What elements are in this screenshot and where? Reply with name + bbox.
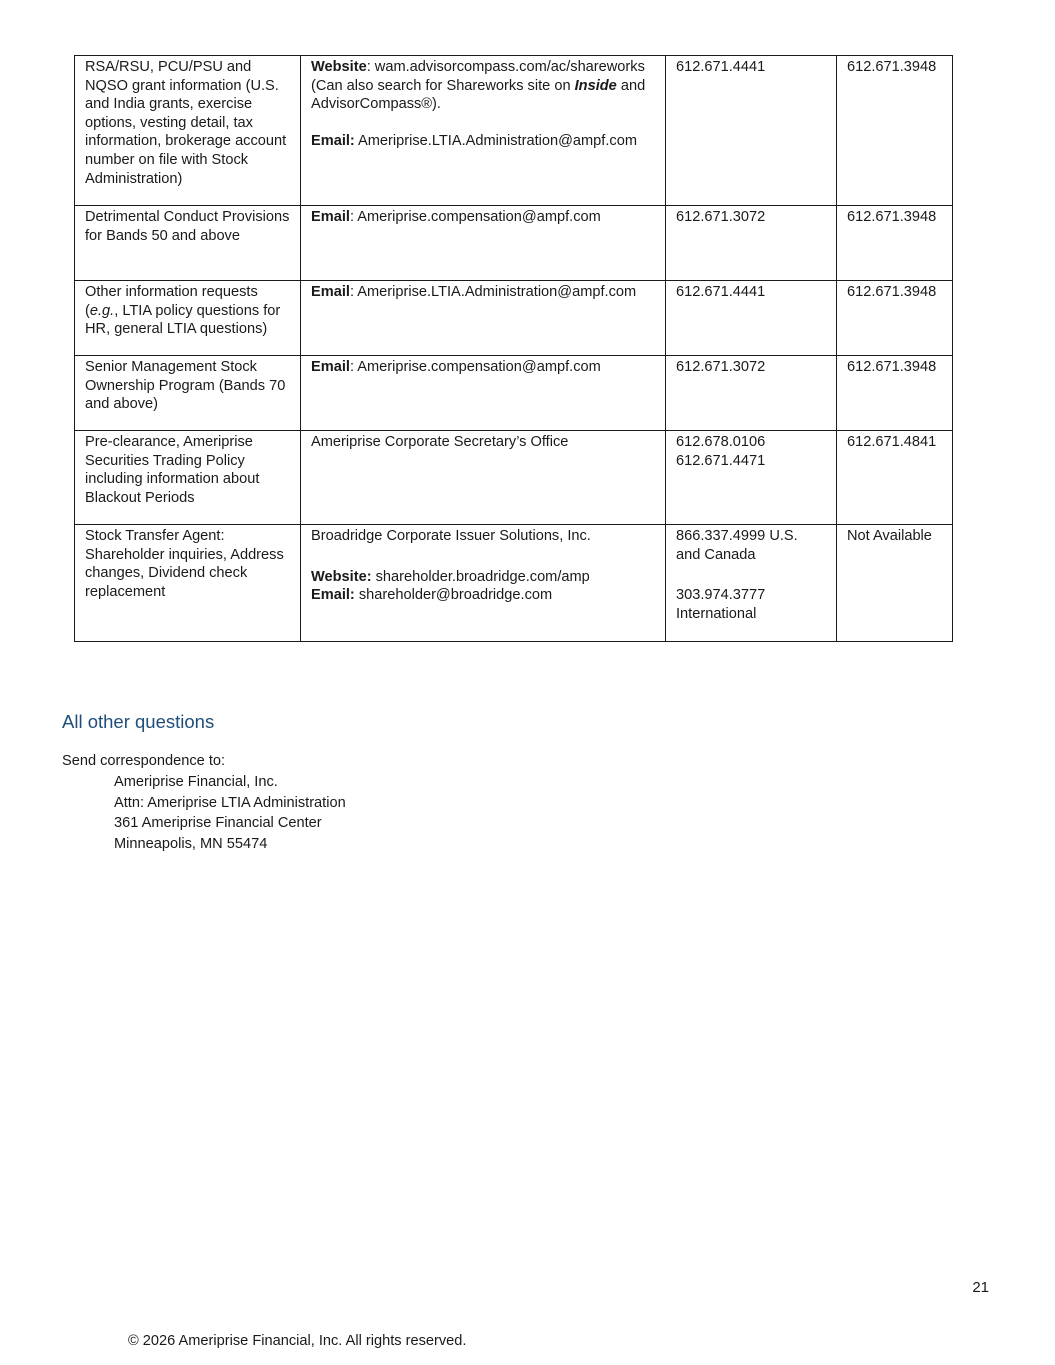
- phone-cell: [666, 281, 837, 356]
- topic-cell: [75, 525, 301, 642]
- email-line: [311, 358, 655, 377]
- contact-name: Ameriprise Corporate Secretary’s Office: [311, 434, 569, 450]
- phone-number: 612.678.0106: [676, 434, 766, 450]
- phone-number: 866.337.4999 U.S. and Canada: [676, 528, 798, 563]
- contact-cell: [301, 281, 666, 356]
- contact-name: Broadridge Corporate Issuer Solutions, Inc.: [311, 528, 591, 544]
- fax-number: 612.671.4841: [847, 434, 937, 450]
- phone-number: 612.671.4441: [676, 284, 766, 300]
- correspondence-block: [62, 751, 346, 855]
- website-line: [311, 568, 655, 587]
- phone-cell: [666, 525, 837, 642]
- contact-table: [74, 55, 953, 642]
- email-line: [311, 208, 655, 227]
- email-label: Email: [311, 284, 350, 300]
- table-row: [75, 431, 953, 525]
- website-label: Website: [311, 59, 367, 75]
- contact-cell: [301, 206, 666, 281]
- fax-number: 612.671.3948: [847, 284, 937, 300]
- topic-text: Pre-clearance, Ameriprise Securities Trading Policy including information about Blackout Periods: [85, 434, 260, 506]
- table-row: [75, 56, 953, 206]
- email-link[interactable]: shareholder@broadridge.com: [354, 587, 553, 604]
- table-row: [75, 206, 953, 281]
- email-line: [311, 283, 655, 302]
- address-line: 361 Ameriprise Financial Center: [114, 815, 322, 832]
- topic-text: Senior Management Stock Ownership Program (Bands 70 and above): [85, 359, 286, 413]
- contact-cell: [301, 56, 666, 206]
- topic-text: RSA/RSU, PCU/PSU and NQSO grant information (U.S. and India grants, exercise options, vesting detail, tax information, brokerage account number on file with Stock Administration): [85, 59, 287, 187]
- email-link[interactable]: Ameriprise.LTIA.Administration@ampf.com: [354, 132, 637, 149]
- email-line: [311, 586, 655, 605]
- phone-number: 612.671.4441: [676, 59, 766, 75]
- address-line: Ameriprise Financial, Inc.: [114, 773, 278, 790]
- topic-cell: [75, 56, 301, 206]
- website-line: [311, 58, 655, 77]
- fax-number: 612.671.3948: [847, 59, 937, 75]
- topic-cell: [75, 281, 301, 356]
- fax-number: Not Available: [847, 528, 932, 544]
- phone-cell: [666, 206, 837, 281]
- email-link[interactable]: : Ameriprise.LTIA.Administration@ampf.com: [349, 284, 637, 300]
- topic-cell: [75, 431, 301, 525]
- topic-cell: [75, 356, 301, 431]
- fax-number: 612.671.3948: [847, 359, 937, 375]
- website-label: Website:: [311, 568, 372, 585]
- mailing-address: [114, 772, 346, 855]
- phone-number: 612.671.4471: [676, 452, 766, 469]
- email-label: Email:: [311, 132, 355, 149]
- fax-cell: [837, 281, 953, 356]
- section-title: All other questions: [62, 711, 215, 732]
- email-label: Email:: [311, 587, 355, 604]
- website-link[interactable]: : wam.advisorcompass.com/ac/shareworks: [366, 59, 645, 75]
- topic-text: Stock Transfer Agent: Shareholder inquiries, Address changes, Dividend check replacement: [85, 528, 284, 600]
- contact-cell: [301, 356, 666, 431]
- search-note: (Can also search for Shareworks site on Inside and AdvisorCompass®).: [311, 77, 646, 113]
- website-link[interactable]: shareholder.broadridge.com/amp: [371, 568, 590, 585]
- email-label: Email: [311, 359, 350, 375]
- phone-number: 612.671.3072: [676, 209, 766, 225]
- phone-number: 612.671.3072: [676, 359, 766, 375]
- email-link[interactable]: : Ameriprise.compensation@ampf.com: [349, 359, 601, 375]
- page-number: 21: [972, 1279, 989, 1296]
- phone-cell: [666, 356, 837, 431]
- table-row: [75, 525, 953, 642]
- fax-cell: [837, 431, 953, 525]
- fax-cell: [837, 356, 953, 431]
- contact-cell: [301, 525, 666, 642]
- correspondence-intro: Send correspondence to:: [62, 753, 226, 769]
- contact-cell: [301, 431, 666, 525]
- table-row: [75, 281, 953, 356]
- email-label: Email: [311, 209, 350, 225]
- table-row: [75, 356, 953, 431]
- topic-cell: [75, 206, 301, 281]
- phone-number: 303.974.3777 International: [676, 587, 766, 622]
- fax-number: 612.671.3948: [847, 209, 937, 225]
- topic-text: Detrimental Conduct Provisions for Bands 50 and above: [85, 209, 290, 244]
- email-line: [311, 132, 655, 151]
- fax-cell: [837, 56, 953, 206]
- address-line: Attn: Ameriprise LTIA Administration: [114, 794, 346, 811]
- fax-cell: [837, 206, 953, 281]
- email-link[interactable]: : Ameriprise.compensation@ampf.com: [349, 209, 601, 225]
- fax-cell: [837, 525, 953, 642]
- phone-cell: [666, 56, 837, 206]
- copyright-footer: © 2026 Ameriprise Financial, Inc. All rights reserved.: [128, 1333, 467, 1349]
- phone-cell: [666, 431, 837, 525]
- topic-text: Other information requests (e.g., LTIA policy questions for HR, general LTIA questions): [85, 284, 281, 338]
- address-line: Minneapolis, MN 55474: [114, 836, 268, 853]
